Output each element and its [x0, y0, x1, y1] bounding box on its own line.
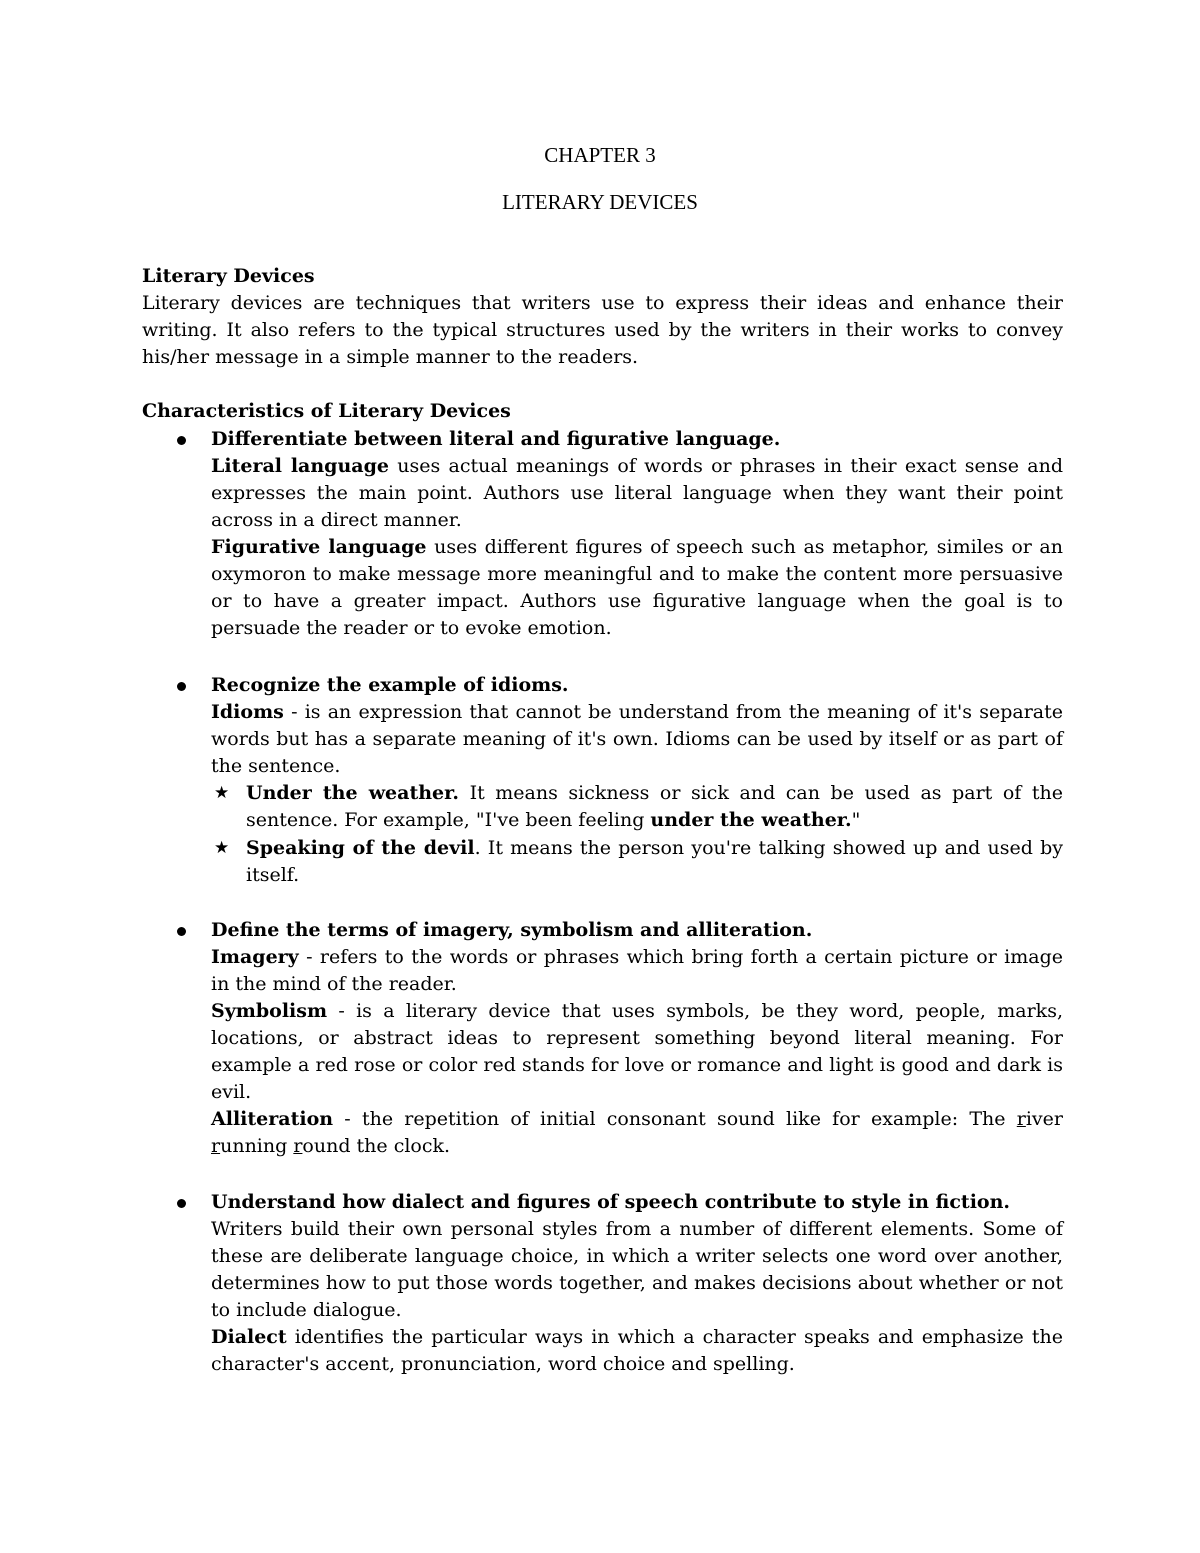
bullet-heading: Understand how dialect and figures of speech contribute to style in fiction.	[211, 1191, 1011, 1213]
intro-section	[142, 263, 1063, 371]
intro-text: Literary devices are techniques that writers use to express their ideas and enhance their writing. It also refers to the typical structures used by the writers in their works to convey his/her message in a simple manner to the readers.	[142, 292, 1063, 368]
bullet-dot	[177, 682, 186, 691]
bullet-dialect	[211, 1189, 1063, 1378]
characteristics-heading: Characteristics of Literary Devices	[142, 400, 511, 422]
star-bullet-icon: ★	[214, 783, 230, 803]
dialect-paragraph: Dialect identifies the particular ways in which a character speaks and emphasize the character's accent, pronunciation, word choice and spelling.	[211, 1326, 1063, 1375]
term: Alliteration	[211, 1108, 334, 1130]
style-paragraph: Writers build their own personal styles from a number of different elements. Some of these are deliberate language choice, in which a writer selects one word over another, determines how to put those words together, and makes decisions about whether or not to include dialogue.	[211, 1218, 1063, 1321]
bullet-literal-figurative	[211, 426, 1063, 642]
star-bullet-icon: ★	[214, 838, 230, 858]
chapter-title: LITERARY DEVICES	[502, 190, 698, 214]
bullet-dot	[177, 1199, 186, 1208]
idiom-example-1: Under the weather. It means sickness or sick and can be used as part of the sentence. For example, "I've been feeling under the weather."	[246, 782, 1063, 831]
bullet-dot	[177, 436, 186, 445]
chapter-number: CHAPTER 3	[544, 143, 656, 167]
term: Idioms	[211, 701, 284, 723]
idiom-example-2: Speaking of the devil. It means the person you're talking showed up and used by itself.	[246, 837, 1063, 886]
bullet-dot	[177, 927, 186, 936]
term: Symbolism	[211, 1000, 328, 1022]
bullet-idioms	[211, 672, 1063, 780]
bullet-imagery-symbolism	[211, 917, 1063, 1160]
imagery-paragraph: Imagery - refers to the words or phrases which bring forth a certain picture or image in the mind of the reader.	[211, 946, 1063, 995]
term: Imagery	[211, 946, 299, 968]
bullet-heading: Define the terms of imagery, symbolism and alliteration.	[211, 919, 813, 941]
alliteration-paragraph: Alliteration - the repetition of initial consonant sound like for example: The river running round the clock.	[211, 1108, 1063, 1157]
term: Dialect	[211, 1326, 287, 1348]
bullet-heading: Differentiate between literal and figurative language.	[211, 428, 781, 450]
term: Figurative language	[211, 536, 427, 558]
bullet-heading: Recognize the example of idioms.	[211, 674, 569, 696]
figurative-language-paragraph: Figurative language uses different figures of speech such as metaphor, similes or an oxymoron to make message more meaningful and to make the content more persuasive or to have a greater impact. Authors use figurative language when the goal is to persuade the reader or to evoke emotion.	[211, 536, 1063, 639]
symbolism-paragraph: Symbolism - is a literary device that uses symbols, be they word, people, marks, locations, or abstract ideas to represent something beyond literal meaning. For example a red rose or color red stands for love or romance and light is good and dark is evil.	[211, 1000, 1063, 1103]
literal-language-paragraph: Literal language uses actual meanings of words or phrases in their exact sense and expresses the main point. Authors use literal language when they want their point across in a direct manner.	[211, 455, 1063, 531]
intro-heading: Literary Devices	[142, 265, 315, 287]
term: Literal language	[211, 455, 389, 477]
idioms-paragraph: Idioms - is an expression that cannot be understand from the meaning of it's separate words but has a separate meaning of it's own. Idioms can be used by itself or as part of the sentence.	[211, 701, 1063, 777]
